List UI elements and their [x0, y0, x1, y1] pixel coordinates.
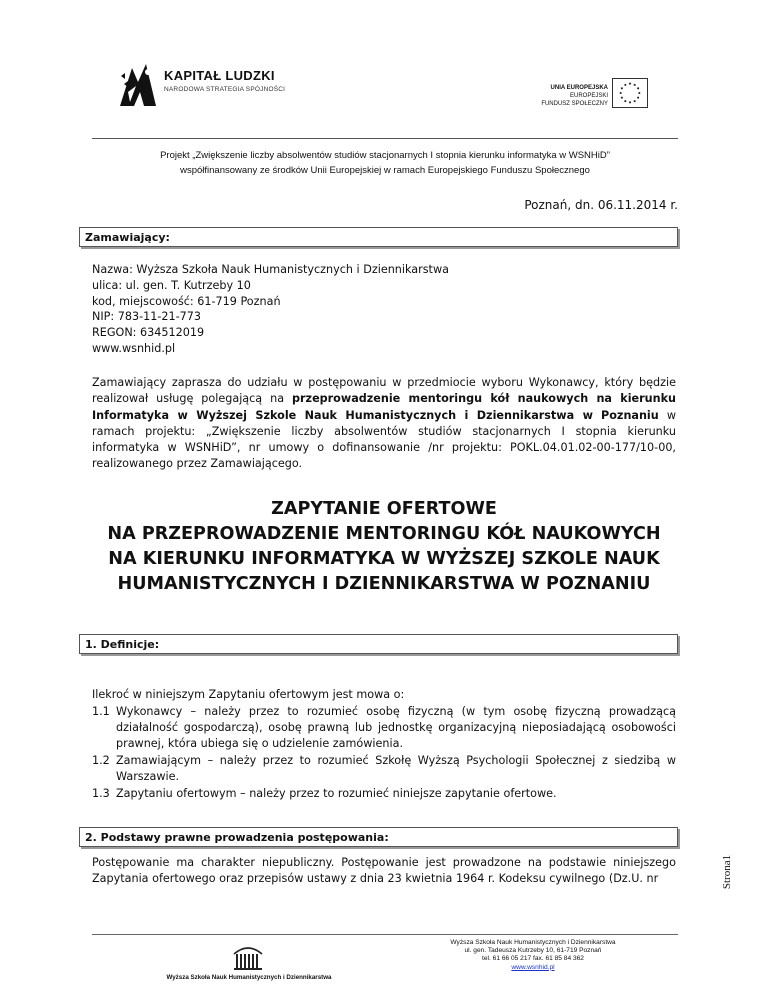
- title-line-4: HUMANISTYCZNYCH I DZIENNIKARSTWA W POZNANIU: [117, 574, 651, 594]
- footer-address-line3: tel. 61 66 05 217 fax. 61 85 84 362: [482, 955, 584, 963]
- intro-text-1: Zamawiający zaprasza do udziału w postępowaniu w przedmiocie wyboru Wykonawcy, który będzie realizował usługę polegającą na: [92, 376, 676, 406]
- definition-text: Zapytaniu ofertowym – należy przez to rozumieć niniejsze zapytanie ofertowe.: [116, 787, 557, 800]
- footer-divider: [92, 934, 678, 935]
- section-header-podstawy-prawne: [79, 827, 678, 847]
- legal-basis-paragraph: Postępowanie ma charakter niepubliczny. Postępowanie jest prowadzone na podstawie niniejszego Zapytania ofertowego oraz przepisów ustawy z dnia 23 kwietnia 1964 r. Kodeksu cywilnego (Dz.U. nr: [92, 856, 676, 886]
- definition-text: Wykonawcy – należy przez to rozumieć osobę fizyczną (w tym osobę fizyczną prowadzącą działalność gospodarczą), osobę prawną lub jednostkę organizacyjną nieposiadającą osobowości prawnej, która ubiega się o udzielenie zamówienia.: [116, 705, 676, 751]
- footer-address-line1: Wyższa Szkoła Nauk Humanistycznych i Dziennikarstwa: [450, 939, 616, 946]
- document-date: Poznań, dn. 06.11.2014 r.: [524, 198, 678, 212]
- contractor-website: www.wsnhid.pl: [92, 341, 176, 355]
- definition-item: [92, 786, 676, 802]
- section-header-zamawiajacy: [79, 227, 678, 247]
- contractor-nip: NIP: 783-11-21-773: [92, 310, 202, 324]
- title-line-2: NA PRZEPROWADZENIE MENTORINGU KÓŁ NAUKOWYCH: [107, 524, 661, 544]
- eu-logo-line1: UNIA EUROPEJSKA: [550, 85, 608, 91]
- definition-number: 1.2: [92, 754, 110, 767]
- eu-flag-icon: [612, 78, 648, 108]
- contractor-name: Nazwa: Wyższa Szkoła Nauk Humanistycznych i Dziennikarstwa: [92, 263, 449, 276]
- page-number-label: [717, 842, 737, 912]
- definition-item: [92, 753, 676, 785]
- intro-text-2: w ramach projektu: „Zwiększenie liczby absolwentów studiów stacjonarnych I stopnia kierunku informatyka w WSNHiD”, nr umowy o dofinansowanie /nr projektu: POKL.04.01.02-00-177/10-00, realizowanego przez Zamawiającego.: [92, 408, 676, 471]
- definition-item: [92, 704, 676, 753]
- footer-address-line2: ul. gen. Tadeusza Kutrzeby 10, 61-719 Poznań: [464, 947, 602, 955]
- section-header-label: 1. Definicje:: [85, 638, 160, 651]
- section-header-definicje: [79, 634, 678, 654]
- title-line-3: NA KIERUNKU INFORMATYKA W WYŻSZEJ SZKOLE NAUK: [108, 549, 660, 569]
- project-title-line: Projekt „Zwiększenie liczby absolwentów studiów stacjonarnych I stopnia kierunku informatyka w WSNHiD”: [160, 150, 610, 161]
- page-number-text: Strona1: [721, 854, 733, 890]
- wsnhid-footer-logo-name: Wyższa Szkoła Nauk Humanistycznych i Dziennikarstwa: [166, 974, 332, 981]
- footer-address: [392, 939, 674, 972]
- wsnhid-building-icon: [232, 944, 264, 972]
- project-funding-line: współfinansowany ze środków Unii Europejskiej w ramach Europejskiego Funduszu Społecznego: [180, 165, 590, 176]
- kapital-ludzki-subtitle: NARODOWA STRATEGIA SPÓJNOŚCI: [164, 86, 286, 93]
- footer-website-link[interactable]: www.wsnhid.pl: [511, 963, 555, 971]
- contractor-street: ulica: ul. gen. T. Kutrzeby 10: [92, 278, 251, 292]
- section-header-label: Zamawiający:: [85, 231, 170, 244]
- eu-logo-text: [540, 84, 608, 108]
- definition-number: 1.1: [92, 705, 110, 718]
- contractor-regon: REGON: 634512019: [92, 326, 205, 340]
- intro-bold-city: Poznaniu: [601, 408, 659, 422]
- header-divider: [92, 138, 678, 139]
- definition-number: 1.3: [92, 787, 110, 800]
- definition-text: Zamawiającym – należy przez to rozumieć Szkołę Wyższą Psychologii Społecznej z siedzibą w Warszawie.: [116, 754, 676, 784]
- section-header-label: 2. Podstawy prawne prowadzenia postępowania:: [85, 831, 389, 844]
- definitions-intro: Ilekroć w niniejszym Zapytaniu ofertowym jest mowa o:: [92, 688, 405, 701]
- kapital-ludzki-mark-icon: [118, 62, 158, 106]
- eu-logo: [540, 78, 660, 118]
- title-line-1: ZAPYTANIE OFERTOWE: [271, 499, 497, 519]
- intro-space: [593, 409, 601, 422]
- intro-bold-subject: przeprowadzenie mentoringu kół naukowych na kierunku Informatyka w Wyższej Szkole Nauk Humanistycznych i Dziennikarstwa w: [92, 392, 676, 422]
- contractor-details: [92, 262, 682, 357]
- wsnhid-footer-logo: [144, 944, 354, 984]
- kapital-ludzki-title: KAPITAŁ LUDZKI: [164, 68, 275, 83]
- contractor-city: kod, miejscowość: 61-719 Poznań: [92, 294, 281, 308]
- document-title: [92, 497, 676, 597]
- eu-logo-line3: FUNDUSZ SPOŁECZNY: [541, 101, 608, 107]
- intro-paragraph: [92, 375, 676, 473]
- eu-logo-line2: EUROPEJSKI: [569, 93, 608, 99]
- kapital-ludzki-logo: [118, 62, 378, 110]
